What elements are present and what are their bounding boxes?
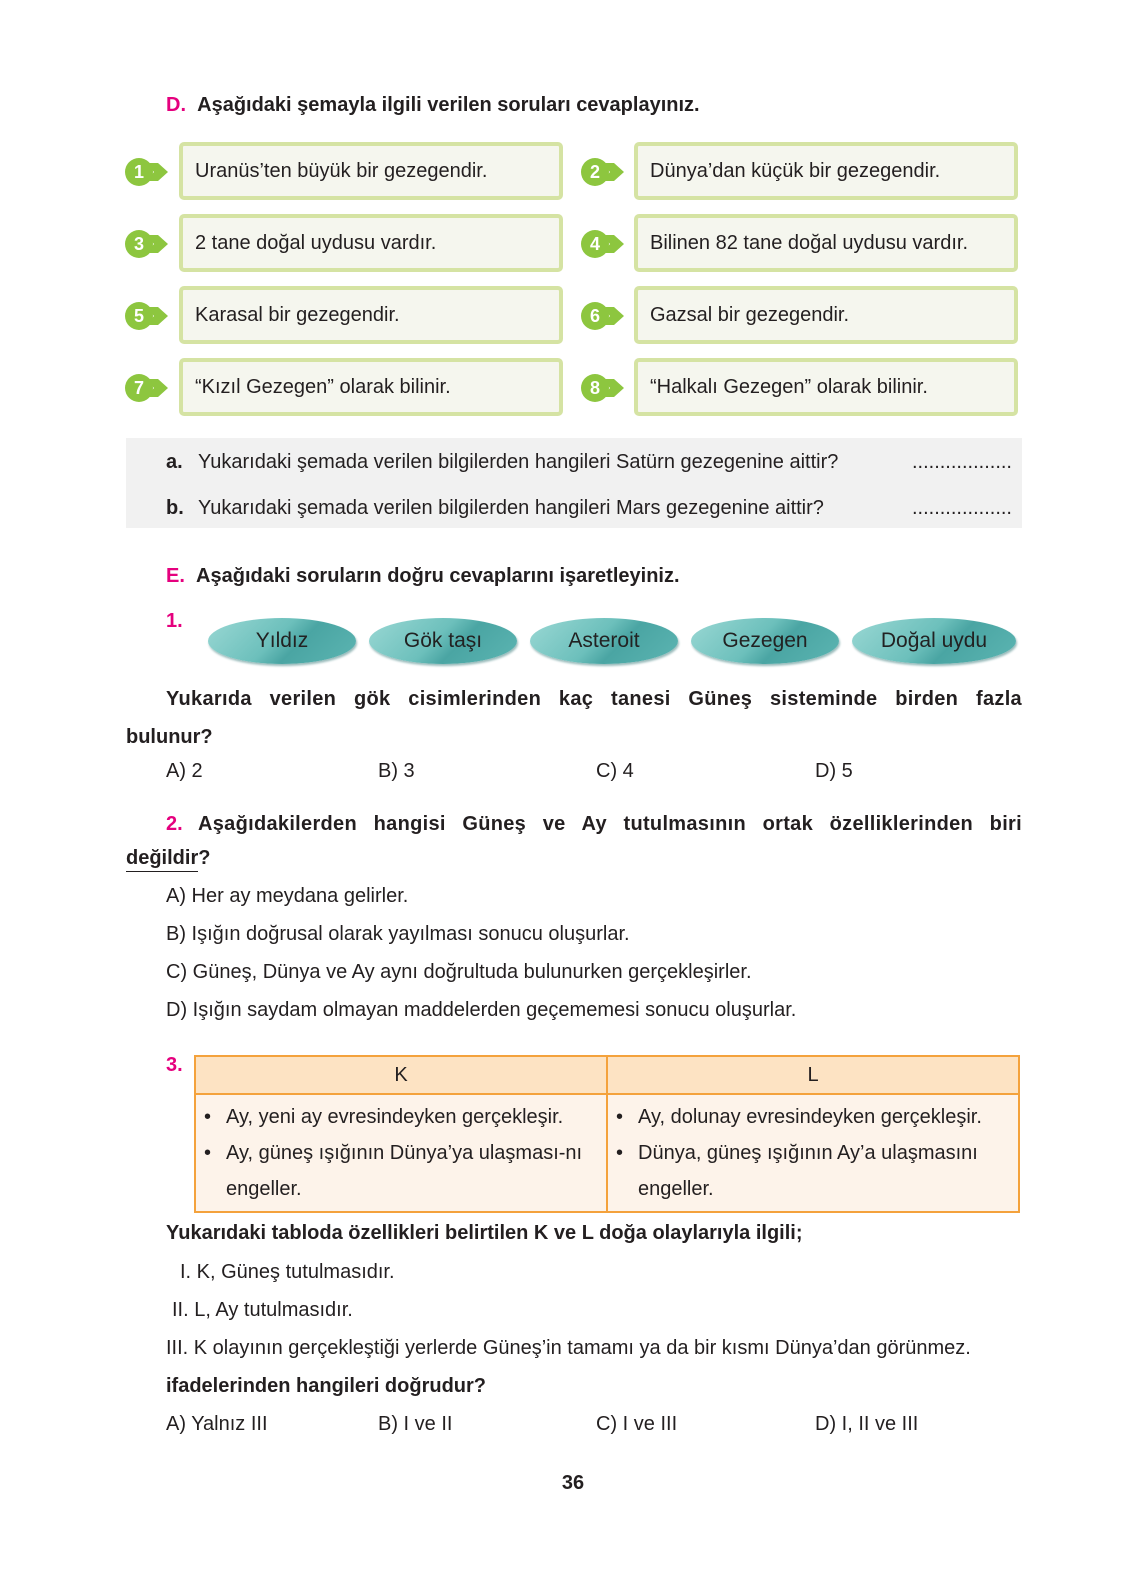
question-3-ask: ifadelerinden hangileri doğrudur? <box>166 1375 487 1397</box>
question-1-stem: Yukarıda verilen gök cisimlerinden kaç tanesi Güneş sisteminde birden fazla <box>166 688 1022 710</box>
q1-option-b[interactable]: B) 3 <box>378 760 415 782</box>
page-number: 36 <box>561 1472 585 1494</box>
question-a: a. Yukarıdaki şemada verilen bilgilerden hangileri Satürn gezegenine aittir? .................. <box>166 451 1012 473</box>
question-1-stem-2: bulunur? <box>126 726 213 748</box>
kl-table <box>194 1055 1020 1213</box>
q3-option-b[interactable]: B) I ve II <box>378 1413 453 1435</box>
question-b: b. Yukarıdaki şemada verilen bilgilerden hangileri Mars gezegenine aittir? .................. <box>166 497 1012 519</box>
header-l: L <box>607 1056 1019 1094</box>
number-arrow-icon <box>580 157 628 187</box>
info-box <box>179 214 563 272</box>
info-box <box>179 286 563 344</box>
info-box-text: 2 tane doğal uydusu vardır. <box>195 231 437 254</box>
svg-text:3: 3 <box>133 234 145 254</box>
svg-text:7: 7 <box>133 378 145 398</box>
number-arrow-icon <box>124 157 172 187</box>
info-box <box>179 142 563 200</box>
svg-text:6: 6 <box>589 306 601 326</box>
info-box-text: Gazsal bir gezegendir. <box>650 303 850 326</box>
section-e-heading: E. Aşağıdaki soruların doğru cevaplarını işaretleyiniz. <box>166 565 680 587</box>
q2-option-c[interactable]: C) Güneş, Dünya ve Ay aynı doğrultuda bulunurken gerçekleşirler. <box>166 961 752 983</box>
q3-option-c[interactable]: C) I ve III <box>596 1413 678 1435</box>
number-arrow-icon <box>580 229 628 259</box>
svg-text:8: 8 <box>589 378 601 398</box>
q2-option-d[interactable]: D) Işığın saydam olmayan maddelerden geçememesi sonucu oluşurlar. <box>166 999 797 1021</box>
svg-text:1: 1 <box>133 162 145 182</box>
number-arrow-icon <box>124 373 172 403</box>
statement-3: III. K olayının gerçekleştiği yerlerde Güneş’in tamamı ya da bir kısmı Dünya’dan görünmez. <box>166 1337 971 1359</box>
info-box-text: Dünya’dan küçük bir gezegendir. <box>650 159 941 182</box>
info-box-text: Karasal bir gezegendir. <box>195 303 400 326</box>
pill-gok-tasi: Gök taşı <box>369 618 517 664</box>
number-arrow-icon <box>124 229 172 259</box>
info-box-text: Bilinen 82 tane doğal uydusu vardır. <box>650 231 968 254</box>
q1-option-c[interactable]: C) 4 <box>596 760 634 782</box>
question-2-stem: 2. Aşağıdakilerden hangisi Güneş ve Ay tutulmasının ortak özelliklerinden biri <box>166 813 1022 835</box>
q2-option-a[interactable]: A) Her ay meydana gelirler. <box>166 885 409 907</box>
info-box <box>179 358 563 416</box>
number-arrow-icon <box>124 301 172 331</box>
info-box <box>634 214 1018 272</box>
q2-option-b[interactable]: B) Işığın doğrusal olarak yayılması sonucu oluşurlar. <box>166 923 630 945</box>
q1-option-d[interactable]: D) 5 <box>815 760 853 782</box>
l-cell: • Ay, dolunay evresindeyken gerçekleşir. • Dünya, güneş ışığının Ay’a ulaşmasını engeller. <box>607 1094 1019 1212</box>
header-k: K <box>195 1056 607 1094</box>
question-1-number: 1. <box>166 610 183 632</box>
statement-1: I. K, Güneş tutulmasıdır. <box>180 1261 395 1283</box>
pill-yildiz: Yıldız <box>208 618 356 664</box>
question-3-stem: Yukarıdaki tabloda özellikleri belirtilen K ve L doğa olaylarıyla ilgili; <box>166 1222 803 1244</box>
svg-text:5: 5 <box>133 306 145 326</box>
section-d-heading: D. Aşağıdaki şemayla ilgili verilen soruları cevaplayınız. <box>166 94 700 116</box>
info-box-text: “Kızıl Gezegen” olarak bilinir. <box>195 375 451 398</box>
statement-2: II. L, Ay tutulmasıdır. <box>172 1299 353 1321</box>
q1-option-a[interactable]: A) 2 <box>166 760 203 782</box>
svg-text:4: 4 <box>589 234 601 254</box>
info-box-text: “Halkalı Gezegen” olarak bilinir. <box>650 375 928 398</box>
question-3-number: 3. <box>166 1054 183 1076</box>
pill-asteroit: Asteroit <box>530 618 678 664</box>
svg-text:2: 2 <box>589 162 601 182</box>
pill-gezegen: Gezegen <box>691 618 839 664</box>
q3-option-a[interactable]: A) Yalnız III <box>166 1413 268 1435</box>
number-arrow-icon <box>580 301 628 331</box>
info-box <box>634 358 1018 416</box>
k-cell: • Ay, yeni ay evresindeyken gerçekleşir. • Ay, güneş ışığının Dünya’ya ulaşması-nı engeller. <box>195 1094 607 1212</box>
q3-option-d[interactable]: D) I, II ve III <box>815 1413 919 1435</box>
question-2-stem-2: değildir? <box>126 847 210 870</box>
info-box <box>634 286 1018 344</box>
info-box <box>634 142 1018 200</box>
number-arrow-icon <box>580 373 628 403</box>
pill-dogal-uydu: Doğal uydu <box>852 618 1016 664</box>
info-box-text: Uranüs’ten büyük bir gezegendir. <box>195 159 488 182</box>
